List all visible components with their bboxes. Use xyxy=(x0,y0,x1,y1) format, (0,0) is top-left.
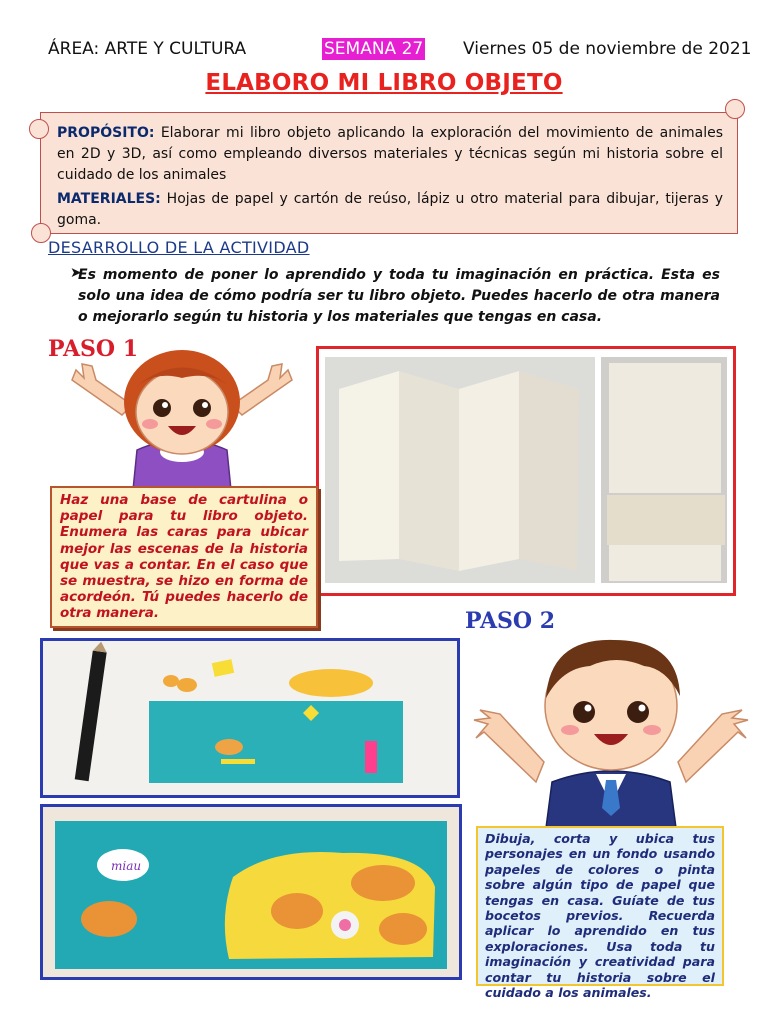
purpose-paragraph xyxy=(57,123,723,186)
paper-cutouts-photo xyxy=(40,638,460,798)
step-1-label: PASO 1 xyxy=(48,336,139,362)
step-1-instructions: Haz una base de cartulina o papel para tu libro objeto. Enumera las caras para ubicar mejor las escenas de la historia que vas a contar. En el caso que se muestra, se hizo en forma de acordeón. Tú puedes hacerlo de otra manera. xyxy=(50,486,318,628)
purpose-text: Elaborar mi libro objeto aplicando la exploración del movimiento de animales en 2D y 3D, así como empleando diversos materiales y técnicas según mi historia sobre el cuidado de los animales xyxy=(57,125,723,183)
accordion-book-photo xyxy=(316,346,736,596)
purpose-banner xyxy=(40,112,738,234)
intro-paragraph: Es momento de poner lo aprendido y toda tu imaginación en práctica. Esta es solo una idea de cómo podría ser tu libro objeto. Puedes hacerlo de otra manera o mejorarlo según tu historia y los materiales que tengas en casa. xyxy=(78,267,720,325)
area-label: ÁREA: ARTE Y CULTURA xyxy=(48,39,247,59)
purpose-label: PROPÓSITO: xyxy=(57,125,155,141)
boy-illustration xyxy=(466,632,756,828)
scroll-curl-decoration xyxy=(725,99,745,119)
girl-illustration xyxy=(62,340,302,500)
step-2-label: PASO 2 xyxy=(465,608,556,634)
page-title: ELABORO MI LIBRO OBJETO xyxy=(205,70,563,96)
collage-scene-photo xyxy=(40,804,462,980)
materials-paragraph xyxy=(57,189,723,231)
bullet-arrow-icon: ➤ xyxy=(70,265,82,281)
week-badge: SEMANA 27 xyxy=(324,39,424,59)
materials-text: Hojas de papel y cartón de reúso, lápiz u otro material para dibujar, tijeras y goma. xyxy=(57,191,723,228)
scroll-curl-decoration xyxy=(29,119,49,139)
section-heading: DESARROLLO DE LA ACTIVIDAD xyxy=(48,238,310,257)
miau-speech-text: miau xyxy=(111,859,142,873)
date-label: Viernes 05 de noviembre de 2021 xyxy=(463,39,752,59)
step-2-instructions: Dibuja, corta y ubica tus personajes en un fondo usando papeles de colores o pinta sobre algún tipo de papel que tengas en casa. Guíate de tus bocetos previos. Recuerda aplicar lo aprendido en tus exploraciones. Usa toda tu imaginación y creatividad para contar tu historia sobre el cuidado a los animales. xyxy=(476,826,724,986)
materials-label: MATERIALES: xyxy=(57,191,161,207)
